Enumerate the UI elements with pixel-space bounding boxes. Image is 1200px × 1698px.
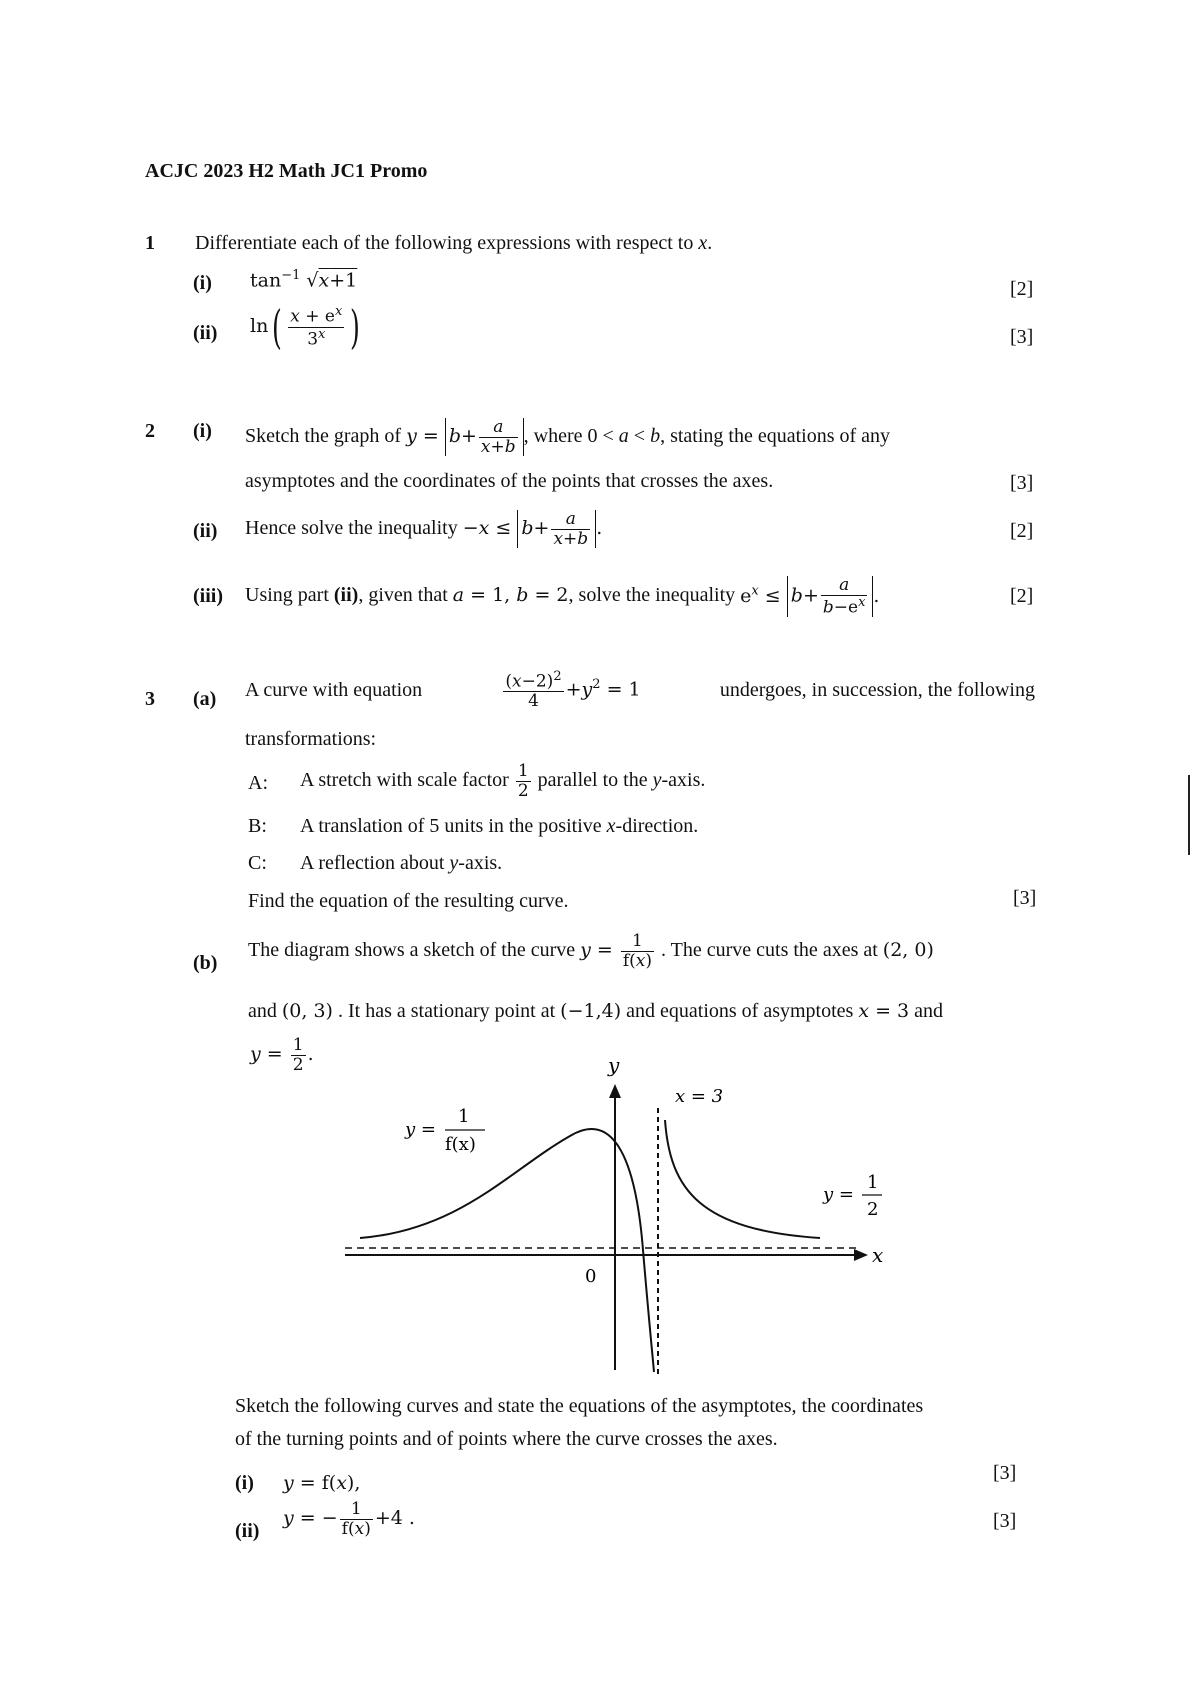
q1-part-i-mark: [2] [1010,278,1034,300]
q2-part-i-line1: Sketch the graph of y = b+ $\frac{a}{x+b}$ , where 0 < a < b, stating the equations of any [245,417,891,457]
q3b-suffix: . The curve cuts the axes at [661,938,878,961]
q3b-sub-i-label: (i) [235,1472,254,1494]
curve-label-den: f(x) [445,1134,476,1155]
curve-right-branch [665,1120,820,1238]
y-axis-arrow [609,1084,621,1098]
q2-part-i-where: , where 0 < a < b [523,424,661,447]
q2-part-i-line2: asymptotes and the coordinates of the points that crosses the axes. [245,470,774,492]
q2-part-iii-text-b: , given that [358,584,448,607]
origin-label: 0 [585,1266,597,1287]
x-axis-arrow [854,1249,868,1261]
transform-a-key: A: [248,772,268,794]
horizontal-asymptote-label-num: 1 [867,1172,879,1193]
q3a-find: Find the equation of the resulting curve. [248,890,569,912]
curve-label-y: y = [405,1119,436,1140]
q3b-line1: The diagram shows a sketch of the curve y = $\frac{1}{f(x)}$ . The curve cuts the axes at (2, 0) [248,931,934,971]
transform-a-text-b: parallel to the y-axis. [537,768,706,791]
q3b-point-y-intercept: (0, 3) [281,1000,333,1022]
q3b-sub-i-expression: y = f(x), [283,1472,361,1494]
question-1-number: 1 [145,232,155,254]
y-axis-label: y [608,1053,620,1077]
q3b-line2-a: and [248,1000,277,1022]
q2-part-i-prefix: Sketch the graph of [245,424,402,447]
question-1-stem: Differentiate each of the following expressions with respect to x. [195,232,713,254]
transform-b-text: A translation of 5 units in the positive x-direction. [300,815,699,837]
transform-a-text: A stretch with scale factor $\frac{1}{2}$ parallel to the y-axis. [300,761,706,801]
transform-c-text: A reflection about y-axis. [300,852,503,874]
q3b-sub-ii-mark: [3] [993,1510,1017,1532]
transform-a-text-a: A stretch with scale factor [300,768,509,791]
vertical-asymptote-label: x = 3 [675,1086,724,1107]
q3a-mark: [3] [1013,887,1037,909]
q3b-label: (b) [193,952,218,974]
q2-part-i-suffix: , stating the equations of any [660,424,891,447]
q2-part-iii-text: Using part (ii), given that a = 1, b = 2, solve the inequality $e^x \le b+$ $\frac{a}{b-e^x}$ . [245,575,880,618]
q2-part-iii-mark: [2] [1010,585,1034,607]
q3a-label: (a) [193,688,217,710]
x-axis-label: x [872,1243,884,1267]
q2-part-ii-text: Hence solve the inequality −x ≤ b+ $\frac{a}{x+b}$ . [245,509,603,549]
q3b-prefix: The diagram shows a sketch of the curve [248,938,576,961]
q3b-sketch-instr-2: of the turning points and of points where the curve crosses the axes. [235,1428,778,1450]
q3b-sub-ii-label: (ii) [235,1520,260,1542]
question-3-number: 3 [145,688,155,710]
q3a-suffix: undergoes, in succession, the following [719,679,1035,702]
horizontal-asymptote-label-y: y = [823,1184,854,1205]
horizontal-asymptote-label-den: 2 [867,1199,879,1220]
q2-part-ii-mark: [2] [1010,520,1034,542]
q3b-point-x-intercept: (2, 0) [882,938,934,961]
q3a-line1: A curve with equation $\frac{(x-2)^2}{4}$ $+y^2 = 1$ undergoes, in succession, the following [245,669,1035,712]
q3b-line2: and (0, 3) . It has a stationary point at (−1,4) and equations of asymptotes x = 3 and [248,1000,944,1022]
q3b-line2-d: and [914,1000,944,1022]
q3a-prefix: A curve with equation [245,679,423,702]
q3a-line2: transformations: [245,728,377,750]
q3b-line2-b: . It has a stationary point at [337,1000,556,1022]
q1-part-i-expression: $\tan^{-1} √x+1$ [250,268,358,292]
curve-left-branch [360,1129,654,1372]
q3b-sketch-instr-1: Sketch the following curves and state the equations of the asymptotes, the coordinates [235,1395,924,1417]
transform-c-key: C: [248,852,267,874]
q3b-sub-ii-expression: y = − $\frac{1}{f(x)}$ +4 . [283,1499,415,1539]
q2-part-ii-label: (ii) [193,520,218,542]
q3b-asymptote-y: y = $\frac{1}{2}$ . [250,1035,314,1075]
q2-part-i-mark: [3] [1010,472,1034,494]
q2-part-iii-ref: (ii) [333,584,359,607]
q2-part-iii-text-a: Using part [245,584,329,607]
question-2-number: 2 [145,420,155,442]
q2-part-iii-label: (iii) [193,585,223,607]
curve-diagram-svg [340,1050,910,1380]
curve-label-num: 1 [458,1106,470,1127]
q3b-line2-c: and equations of asymptotes [626,1000,854,1022]
q2-part-ii-lead: Hence solve the inequality [245,516,458,539]
scan-edge-mark [1188,775,1190,855]
q2-part-iii-text-c: , solve the inequality [568,584,736,607]
transform-b-key: B: [248,815,267,837]
q1-part-i-label: (i) [193,272,212,294]
q3b-sub-i-mark: [3] [993,1462,1017,1484]
page-title: ACJC 2023 H2 Math JC1 Promo [145,160,428,182]
q1-part-ii-label: (ii) [193,322,218,344]
q1-part-ii-mark: [3] [1010,326,1034,348]
q1-part-ii-expression: ln( $\frac{x + e^x}{3^x}$ ) [250,300,361,354]
curve-diagram [340,1050,910,1380]
q2-part-i-label: (i) [193,420,212,442]
q3b-stationary-point: (−1,4) [560,1000,622,1022]
